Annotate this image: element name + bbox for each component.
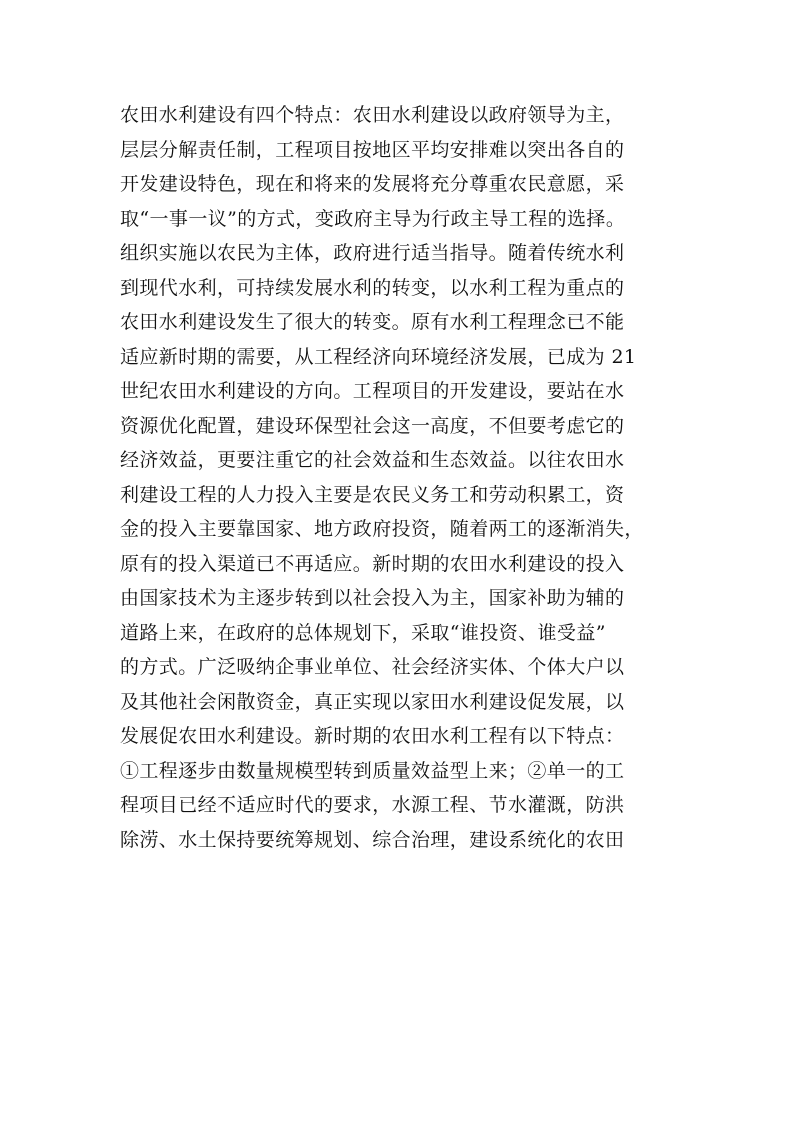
text-line: 发展促农田水利建设。新时期的农田水利工程有以下特点： <box>120 725 625 747</box>
text-line: 农田水利建设发生了很大的转变。原有水利工程理念已不能 <box>120 311 625 333</box>
text-line: 到现代水利，可持续发展水利的转变，以水利工程为重点的 <box>120 276 625 299</box>
text-line: 取“一事一议”的方式，变政府主导为行政主导工程的选择。 <box>120 207 626 230</box>
text-line: 及其他社会闲散资金，真正实现以家田水利建设促发展，以 <box>120 690 625 713</box>
text-line: 开发建设特色，现在和将来的发展将充分尊重农民意愿，采 <box>120 173 625 195</box>
text-line: 原有的投入渠道已不再适应。新时期的农田水利建设的投入 <box>120 552 625 575</box>
text-line: 资源优化配置，建设环保型社会这一高度，不但要考虑它的 <box>120 414 625 437</box>
text-line: 利建设工程的人力投入主要是农民义务工和劳动积累工，资 <box>120 483 625 506</box>
text-line: 组织实施以农民为主体，政府进行适当指导。随着传统水利 <box>120 242 625 264</box>
body-paragraph <box>120 98 700 857</box>
text-line: 道路上来，在政府的总体规划下，采取“谁投资、谁受益” <box>120 621 606 644</box>
text-line: 农田水利建设有四个特点：农田水利建设以政府领导为主， <box>120 104 625 126</box>
text-line: 金的投入主要靠国家、地方政府投资，随着两工的逐渐消失， <box>120 518 644 540</box>
text-line: 适应新时期的需要，从工程经济向环境经济发展，已成为 21 <box>120 345 637 368</box>
text-line: 层层分解责任制，工程项目按地区平均安排难以突出各自的 <box>120 138 625 161</box>
text-line: 程项目已经不适应时代的要求，水源工程、节水灌溉，防洪 <box>120 794 625 816</box>
text-line: ①工程逐步由数量规模型转到质量效益型上来；②单一的工 <box>120 759 625 782</box>
text-line: 经济效益，更要注重它的社会效益和生态效益。以往农田水 <box>120 449 625 471</box>
text-line: 的方式。广泛吸纳企事业单位、社会经济实体、个体大户以 <box>120 656 625 678</box>
text-line: 世纪农田水利建设的方向。工程项目的开发建设，要站在水 <box>120 380 625 402</box>
text-line: 除涝、水土保持要统筹规划、综合治理，建设系统化的农田 <box>120 828 625 851</box>
text-line: 由国家技术为主逐步转到以社会投入为主，国家补助为辅的 <box>120 587 625 609</box>
